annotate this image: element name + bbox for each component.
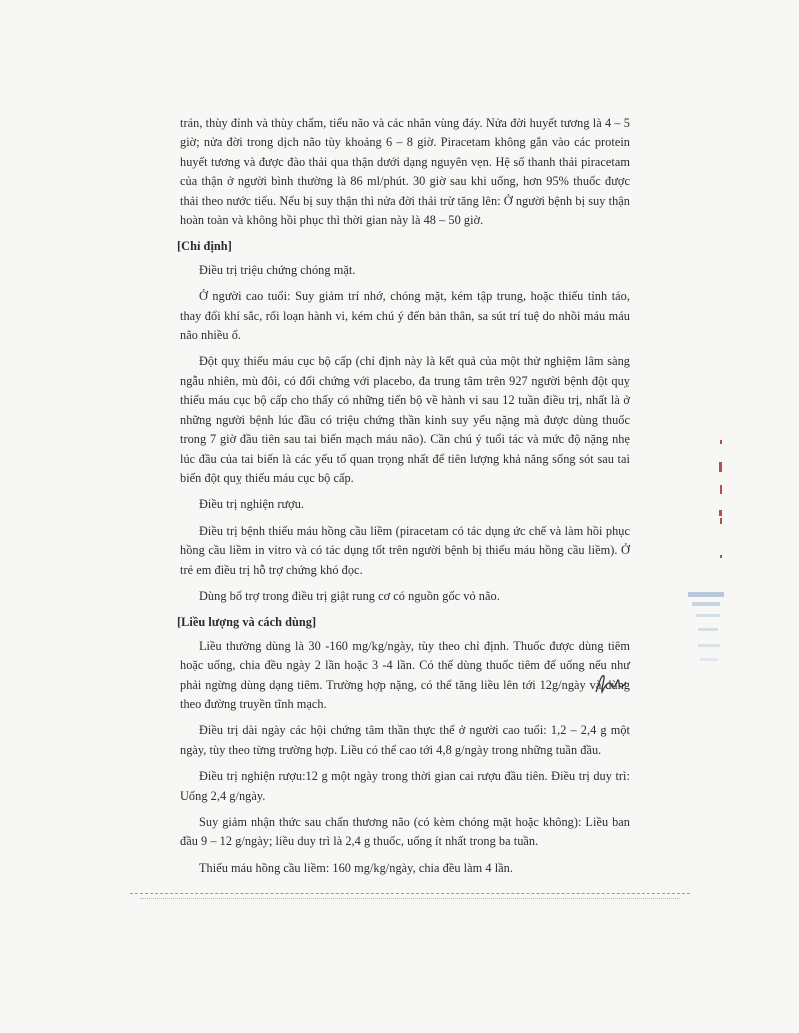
- paragraph-dosage-sickle-cell: Thiếu máu hồng cầu liềm: 160 mg/kg/ngày, chia đều làm 4 lần.: [199, 860, 513, 875]
- document-body: [177, 114, 630, 885]
- faded-stamp-mark: [678, 588, 736, 672]
- paragraph-dosage-elderly: Điều trị dài ngày các hội chứng tâm thần thực thể ở người cao tuổi: 1,2 – 2,4 g một ngày, tùy theo từng trường hợp. Liều có thể cao tới 4,8 g/ngày trong những tuần đầu.: [180, 723, 630, 757]
- margin-marks: [712, 440, 732, 570]
- paragraph-pharmacokinetics: trán, thùy đỉnh và thùy chẩm, tiểu não và các nhân vùng đáy. Nửa đời huyết tương là 4 – 5 giờ; nửa đời trong dịch não tùy khoảng 6 – 8 giờ. Piracetam không gắn vào các protein huyết tương và được đào thải qua thận dưới dạng nguyên vẹn. Hệ số thanh thải piracetam của thận ở người bình thường là 86 ml/phút. 30 giờ sau khi uống, hơn 95% thuốc được thải theo nước tiểu. Nếu bị suy thận thì nửa đời thải trừ tăng lên: Ở người bệnh bị suy thận hoàn toàn và không hồi phục thì thời gian này là 48 – 50 giờ.: [180, 116, 630, 228]
- heading-indications: [Chỉ định]: [177, 239, 232, 254]
- paragraph-indication-alcohol: Điều trị nghiện rượu.: [199, 497, 305, 512]
- paragraph-indication-stroke: Đột quỵ thiếu máu cục bộ cấp (chỉ định này là kết quả của một thử nghiệm lâm sàng ngẫu nhiên, mù đôi, có đối chứng với placebo, đa trung tâm trên 927 người bệnh đột quỵ thiếu máu cục bộ cấp cho thấy có những tiến bộ về hành vi sau 12 tuần điều trị, nhất là ở những người bệnh lúc đầu có triệu chứng thần kinh suy yếu nặng mà được dùng thuốc trong 7 giờ đầu tiên sau tai biến mạch máu não). Cần chú ý tuổi tác và mức độ nặng nhẹ lúc đầu của tai biến là các yếu tố quan trọng nhất để tiên lượng khả năng sống sót sau tai biến đột quỵ thiếu máu cục bộ cấp.: [180, 354, 630, 485]
- paragraph-indication-myoclonus: Dùng bổ trợ trong điều trị giật rung cơ có nguồn gốc vỏ não.: [199, 588, 500, 603]
- paragraph-dosage-brain-injury: Suy giảm nhận thức sau chấn thương não (có kèm chóng mặt hoặc không): Liều ban đầu 9 – 12 g/ngày; liều duy trì là 2,4 g thuốc, uống ít nhất trong ba tuần.: [180, 815, 630, 849]
- paragraph-indication-sickle-cell: Điều trị bệnh thiếu máu hồng cầu liềm (piracetam có tác dụng ức chế và làm hồi phục hồng cầu liềm in vitro và có tác dụng tốt trên người bệnh bị thiếu máu hồng cầu liềm). Ở trẻ em điều trị hỗ trợ chứng khó đọc.: [180, 523, 630, 577]
- heading-dosage: [Liều lượng và cách dùng]: [177, 615, 317, 630]
- paragraph-indication-elderly: Ở người cao tuổi: Suy giảm trí nhớ, chóng mặt, kém tập trung, hoặc thiếu tỉnh táo, thay đổi khí sắc, rối loạn hành vi, kém chú ý đến bản thân, sa sút trí tuệ do nhồi máu máu não nhiều ổ.: [180, 289, 630, 343]
- handwritten-initials: [592, 670, 628, 698]
- bottom-rule: [130, 893, 690, 894]
- paragraph-dosage-usual: Liều thường dùng là 30 -160 mg/kg/ngày, tùy theo chỉ định. Thuốc được dùng tiêm hoặc uống, chia đều ngày 2 lần hoặc 3 -4 lần. Có thể dùng thuốc tiêm để uống nếu như phải ngừng dùng dạng tiêm. Trường hợp nặng, có thể tăng liều lên tới 12g/ngày và dùng theo đường truyền tĩnh mạch.: [180, 638, 630, 711]
- paragraph-indication-vertigo: Điều trị triệu chứng chóng mặt.: [199, 262, 356, 277]
- bottom-rule-faint: [140, 898, 680, 899]
- paragraph-dosage-alcohol: Điều trị nghiện rượu:12 g một ngày trong thời gian cai rượu đầu tiên. Điều trị duy trì: Uống 2,4 g/ngày.: [180, 769, 630, 803]
